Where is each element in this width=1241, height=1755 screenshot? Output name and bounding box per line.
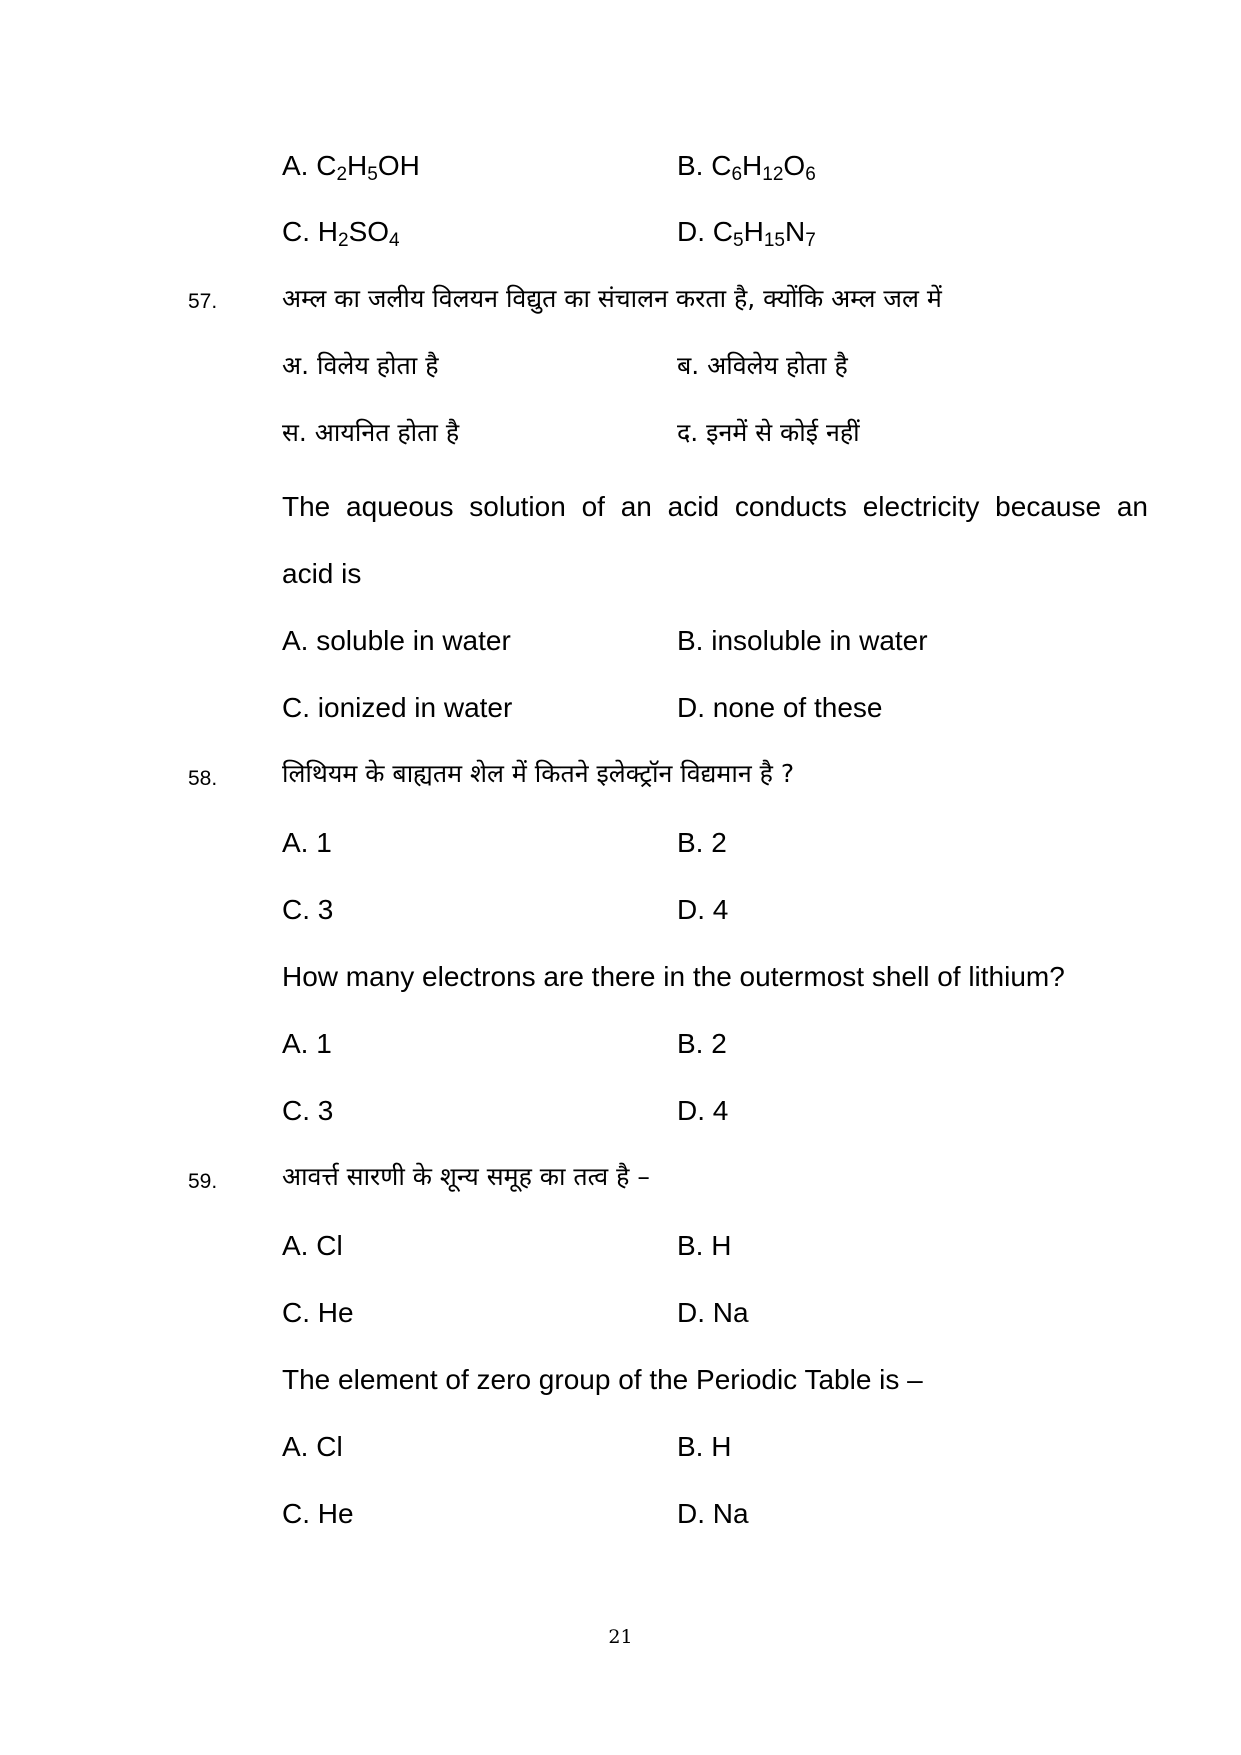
question-text-hindi: अम्ल का जलीय विलयन विद्युत का संचालन करता है, क्योंकि अम्ल जल में [282, 284, 942, 313]
option-english: A. Cl [282, 1431, 343, 1462]
option-hindi: स. आयनित होता है [282, 418, 460, 447]
question-text-english: The element of zero group of the Periodic Table is – [282, 1364, 923, 1395]
option-d-formula: D. $C_5H_{15}N_7$ [677, 216, 816, 251]
option-hindi: ब. अविलेय होता है [677, 351, 848, 380]
option-english: C. He [282, 1498, 354, 1529]
option-hindi-section: D. 4 [677, 894, 729, 925]
option-english: C. ionized in water [282, 692, 513, 723]
option-hindi-section: B. H [677, 1230, 732, 1261]
page-number: 21 [608, 1626, 633, 1648]
option-hindi: अ. विलेय होता है [282, 351, 439, 380]
option-english: B. 2 [677, 1028, 727, 1059]
option-hindi-section: D. Na [677, 1297, 749, 1328]
option-hindi: द. इनमें से कोई नहीं [677, 418, 860, 447]
option-english: B. insoluble in water [677, 625, 928, 656]
option-hindi-section: A. Cl [282, 1230, 343, 1261]
question-number: 58. [188, 767, 218, 790]
option-english: C. 3 [282, 1095, 334, 1126]
option-hindi-section: A. 1 [282, 827, 332, 858]
question-number: 59. [188, 1170, 218, 1193]
option-hindi-section: C. 3 [282, 894, 334, 925]
option-hindi-section: B. 2 [677, 827, 727, 858]
question-text-hindi: आवर्त्त सारणी के शून्य समूह का तत्व है – [282, 1162, 650, 1191]
option-english: A. soluble in water [282, 625, 511, 656]
question-text-english: The aqueous solution of an acid conducts electricity because an [282, 491, 1148, 522]
option-english: A. 1 [282, 1028, 332, 1059]
option-english: D. 4 [677, 1095, 729, 1126]
option-c-formula: C. $H_2SO_4$ [282, 216, 400, 251]
option-english: D. Na [677, 1498, 749, 1529]
option-a-formula: A. $C_2H_5OH$ [282, 150, 420, 185]
option-english: B. H [677, 1431, 732, 1462]
option-hindi-section: C. He [282, 1297, 354, 1328]
question-text-hindi: लिथियम के बाह्यतम शेल में कितने इलेक्ट्रॉन विद्यमान है ? [282, 759, 795, 788]
option-b-formula: B. $C_6H_{12}O_6$ [677, 150, 816, 185]
question-text-english: How many electrons are there in the outermost shell of lithium? [282, 961, 1065, 992]
question-number: 57. [188, 290, 218, 313]
question-text-english-continued: acid is [282, 558, 362, 589]
option-english: D. none of these [677, 692, 883, 723]
